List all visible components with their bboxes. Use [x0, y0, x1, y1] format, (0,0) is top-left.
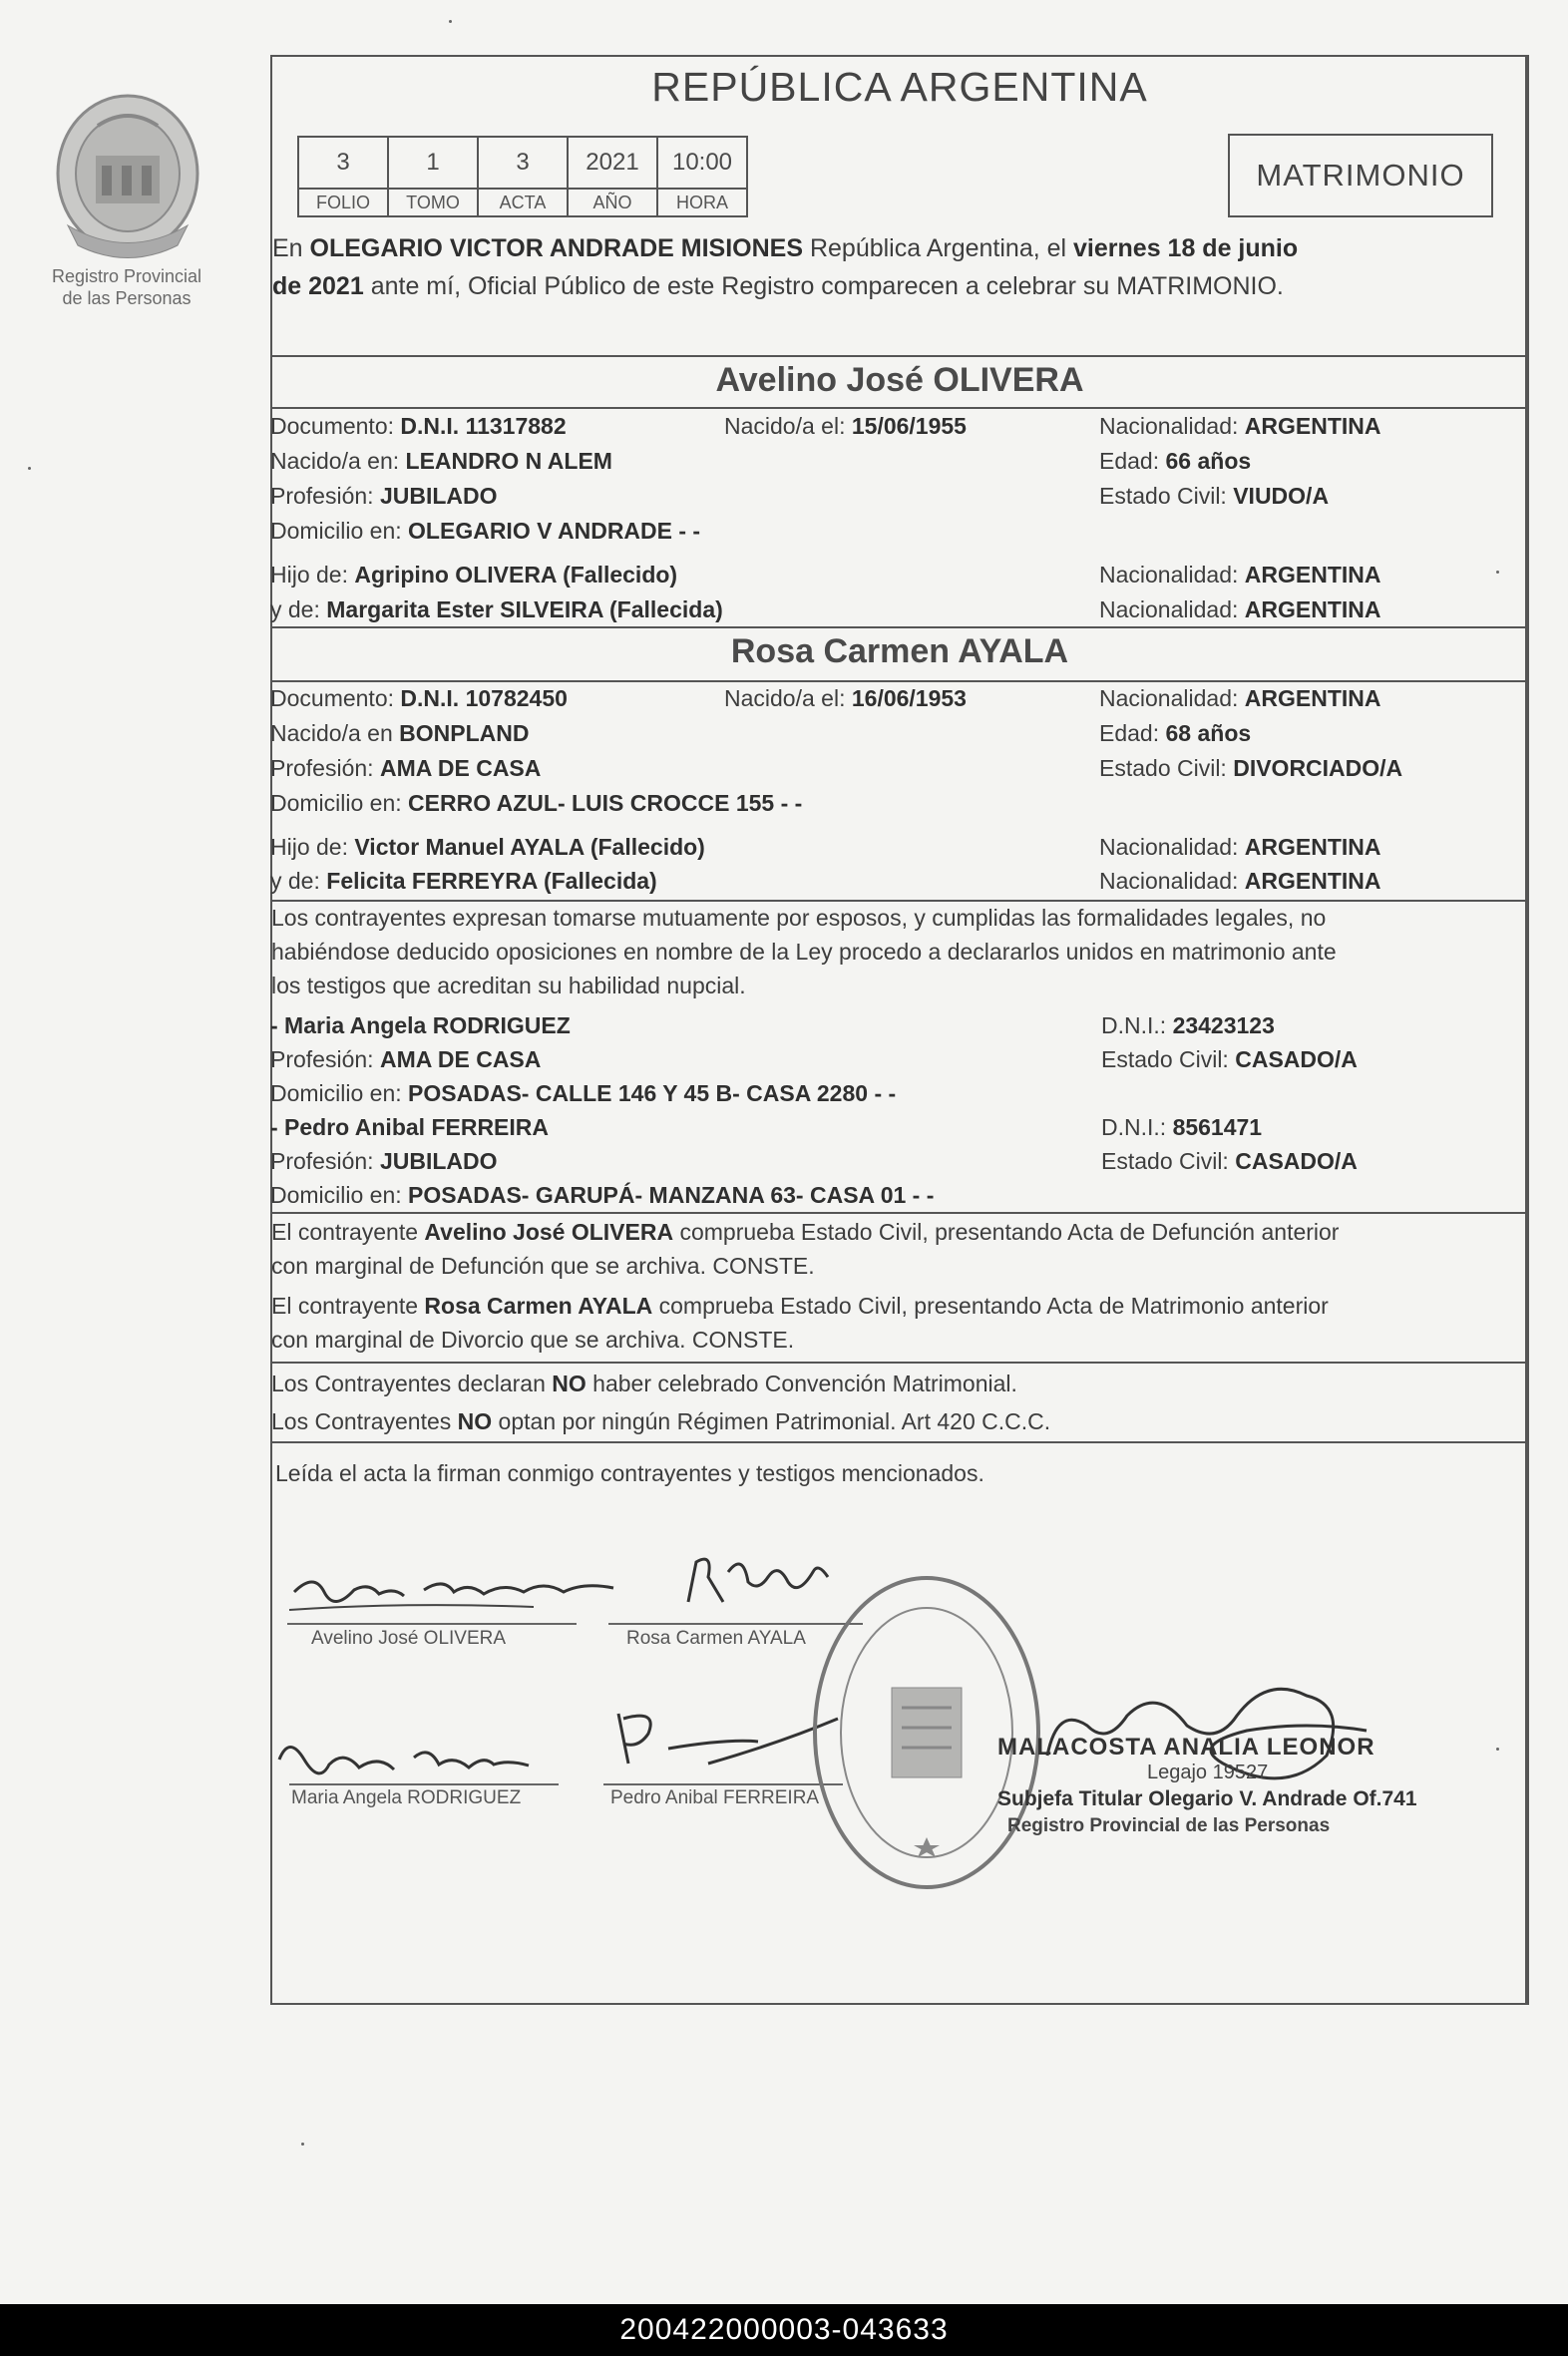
- note2-text-a: El contrayente: [271, 1293, 425, 1319]
- tomo-value: 1: [388, 137, 478, 189]
- spouse2-domicile: [270, 790, 802, 817]
- spouse2-mother: [270, 868, 657, 895]
- intro-place: OLEGARIO VICTOR ANDRADE MISIONES: [309, 234, 804, 262]
- witness2-profession-value: JUBILADO: [379, 1148, 498, 1174]
- intro-date-2: de 2021: [272, 272, 364, 300]
- registry-caption-line2: de las Personas: [62, 288, 192, 308]
- anio-label: AÑO: [568, 189, 657, 216]
- spouse2-name-heading: Rosa Carmen AYALA: [730, 632, 1069, 670]
- closing-statement: Leída el acta la firman conmigo contrayentes y testigos mencionados.: [275, 1460, 984, 1486]
- spouse2-mother-label: y de:: [270, 868, 327, 894]
- spouse2-father-nationality: [1099, 834, 1381, 861]
- declaration-line2: habiéndose deducido oposiciones en nombre de la Ley procedo a declararlos unidos en matrimonio ante: [271, 939, 1337, 965]
- witness2-dni-value: 8561471: [1172, 1114, 1263, 1140]
- spouse2-father: [270, 834, 705, 861]
- scan-speck: [28, 467, 31, 470]
- registry-caption-line1: Registro Provincial: [51, 266, 202, 286]
- spouse1-father-value: Agripino OLIVERA (Fallecido): [354, 562, 678, 588]
- spouse1-age-value: 66 años: [1165, 448, 1252, 474]
- spouse2-father-nationality-value: ARGENTINA: [1244, 834, 1381, 860]
- spouse2-father-value: Victor Manuel AYALA (Fallecido): [354, 834, 705, 860]
- divider: [270, 1362, 1529, 1364]
- witness1-profession-label: Profesión:: [270, 1046, 380, 1072]
- spouse1-domicile-label: Domicilio en:: [270, 518, 409, 544]
- spouse1-document: [270, 413, 567, 440]
- spouse1-father: [270, 562, 677, 589]
- spouse1-mother-nationality-label: Nacionalidad:: [1099, 596, 1245, 622]
- spouse1-nationality: [1099, 413, 1381, 440]
- divider: [270, 680, 1529, 682]
- scan-speck: [449, 20, 452, 23]
- witness1-civil-status: [1101, 1046, 1358, 1073]
- note4: [271, 1402, 1526, 1440]
- note4-text-c: optan por ningún Régimen Patrimonial. Art 420 C.C.C.: [492, 1408, 1051, 1434]
- registry-caption: [22, 265, 231, 309]
- witness2-civil-status: [1101, 1148, 1358, 1175]
- folio-label: FOLIO: [298, 189, 388, 216]
- witness1-domicile-value: POSADAS- CALLE 146 Y 45 B- CASA 2280 - -: [408, 1080, 897, 1106]
- spouse1-father-nationality: [1099, 562, 1381, 589]
- registry-emblem-icon: [38, 86, 217, 265]
- witness1-dni-value: 23423123: [1172, 1012, 1275, 1038]
- spouse1-birthdate-value: 15/06/1955: [851, 413, 967, 439]
- intro-date-1: viernes 18 de junio: [1073, 234, 1299, 262]
- official-seal: [987, 1636, 1446, 1845]
- spouse2-mother-value: Felicita FERREYRA (Fallecida): [326, 868, 657, 894]
- folio-value: 3: [298, 137, 388, 189]
- spouse1-civil-status-value: VIUDO/A: [1233, 483, 1330, 509]
- spouse1-father-label: Hijo de:: [270, 562, 355, 588]
- spouse1-mother-nationality: [1099, 596, 1381, 623]
- witness1-civil-status-label: Estado Civil:: [1101, 1046, 1236, 1072]
- witness1-dni-label: D.N.I.:: [1101, 1012, 1173, 1038]
- divider: [270, 355, 1529, 357]
- signature-name-avelino: Avelino José OLIVERA: [311, 1628, 507, 1649]
- footer-barcode-text: 200422000003-043633: [0, 2304, 1568, 2356]
- signature-name-pedro: Pedro Anibal FERREIRA: [610, 1787, 820, 1808]
- official-title: Subjefa Titular Olegario V. Andrade Of.741: [997, 1787, 1417, 1810]
- tomo-label: TOMO: [388, 189, 478, 216]
- witness2-domicile-label: Domicilio en:: [270, 1182, 409, 1208]
- spouse1-nationality-value: ARGENTINA: [1244, 413, 1381, 439]
- spouse1-birthdate: [724, 413, 967, 440]
- note3: [271, 1365, 1526, 1402]
- note2-name: Rosa Carmen AYALA: [424, 1293, 653, 1319]
- regime-notes: [271, 1365, 1526, 1440]
- note2-line2: con marginal de Divorcio que se archiva. CONSTE.: [271, 1327, 795, 1353]
- spouse2-age-label: Edad:: [1099, 720, 1166, 746]
- hora-value: 10:00: [657, 137, 747, 189]
- signature-name-maria: Maria Angela RODRIGUEZ: [291, 1787, 522, 1808]
- note4-text-a: Los Contrayentes: [271, 1408, 458, 1434]
- note1-text-c: comprueba Estado Civil, presentando Acta de Defunción anterior: [673, 1219, 1340, 1245]
- declaration-line1: Los contrayentes expresan tomarse mutuamente por esposos, y cumplidas las formalidades legales, no: [271, 905, 1327, 931]
- witness1-profession: [270, 1046, 541, 1073]
- note1-line1: [271, 1215, 1526, 1249]
- spouse1-civil-status-label: Estado Civil:: [1099, 483, 1234, 509]
- spouse2-birthplace: [270, 720, 529, 747]
- official-registry: Registro Provincial de las Personas: [1007, 1815, 1331, 1836]
- signature-maria-rodriguez: [269, 1730, 559, 1789]
- witness2-dni: [1101, 1114, 1262, 1141]
- spouse2-civil-status-value: DIVORCIADO/A: [1233, 755, 1403, 781]
- intro-line2: [272, 267, 1527, 305]
- spouse1-mother-value: Margarita Ester SILVEIRA (Fallecida): [326, 596, 723, 622]
- witness2-name: [270, 1114, 549, 1141]
- witness1-name-value: - Maria Angela RODRIGUEZ: [270, 1012, 571, 1038]
- witness2-civil-status-value: CASADO/A: [1235, 1148, 1358, 1174]
- spouse2-mother-nationality-label: Nacionalidad:: [1099, 868, 1245, 894]
- note1-name: Avelino José OLIVERA: [424, 1219, 674, 1245]
- spouse2-document-label: Documento:: [270, 685, 401, 711]
- note1-line2: con marginal de Defunción que se archiva. CONSTE.: [271, 1253, 815, 1279]
- note2-line1: [271, 1289, 1526, 1323]
- witness1-name: [270, 1012, 571, 1039]
- spouse1-birthplace-label: Nacido/a en:: [270, 448, 406, 474]
- note1-text-a: El contrayente: [271, 1219, 425, 1245]
- acta-label: ACTA: [478, 189, 568, 216]
- divider: [270, 1212, 1529, 1214]
- declaration-paragraph: [271, 901, 1526, 1002]
- spouse1-document-value: D.N.I. 11317882: [400, 413, 567, 439]
- witness2-profession: [270, 1148, 498, 1175]
- spouse2-nationality-value: ARGENTINA: [1244, 685, 1381, 711]
- spouse2-birthdate: [724, 685, 967, 712]
- spouse2-birthdate-value: 16/06/1953: [851, 685, 967, 711]
- spouse1-domicile: [270, 518, 700, 545]
- spouse2-mother-nationality-value: ARGENTINA: [1244, 868, 1381, 894]
- acta-value: 3: [478, 137, 568, 189]
- declaration-line3: los testigos que acreditan su habilidad nupcial.: [271, 973, 746, 998]
- document-title: REPÚBLICA ARGENTINA: [651, 64, 1148, 110]
- official-name: MALACOSTA ANALIA LEONOR: [997, 1734, 1375, 1761]
- spouse2-domicile-value: CERRO AZUL- LUIS CROCCE 155 - -: [408, 790, 803, 816]
- spouse2-birthplace-value: BONPLAND: [399, 720, 530, 746]
- spouse1-mother-nationality-value: ARGENTINA: [1244, 596, 1381, 622]
- divider: [270, 626, 1529, 628]
- intro-text-2: República Argentina, el: [803, 234, 1074, 262]
- spouse1-profession-value: JUBILADO: [379, 483, 498, 509]
- signature-line: [287, 1623, 577, 1625]
- note3-no: NO: [552, 1371, 587, 1396]
- spouse1-birthplace: [270, 448, 612, 475]
- spouse2-civil-status: [1099, 755, 1402, 782]
- intro-text-1: En: [272, 234, 310, 262]
- spouse1-civil-status: [1099, 483, 1329, 510]
- note4-no: NO: [457, 1408, 493, 1434]
- witness2-dni-label: D.N.I.:: [1101, 1114, 1173, 1140]
- spouse2-birthdate-label: Nacido/a el:: [724, 685, 852, 711]
- spouse1-mother-label: y de:: [270, 596, 327, 622]
- witness1-civil-status-value: CASADO/A: [1235, 1046, 1358, 1072]
- spouse2-profession-label: Profesión:: [270, 755, 380, 781]
- spouse2-document: [270, 685, 568, 712]
- spouse1-father-nationality-label: Nacionalidad:: [1099, 562, 1245, 588]
- spouse1-birthdate-label: Nacido/a el:: [724, 413, 852, 439]
- signature-avelino-olivera: [284, 1552, 643, 1622]
- witness1-domicile-label: Domicilio en:: [270, 1080, 409, 1106]
- witness1-dni: [1101, 1012, 1275, 1039]
- spouse2-father-nationality-label: Nacionalidad:: [1099, 834, 1245, 860]
- witness2-domicile-value: POSADAS- GARUPÁ- MANZANA 63- CASA 01 - -: [408, 1182, 935, 1208]
- signature-line: [289, 1783, 559, 1785]
- spouse2-domicile-label: Domicilio en:: [270, 790, 409, 816]
- spouse2-nationality-label: Nacionalidad:: [1099, 685, 1245, 711]
- intro-line1: [272, 229, 1527, 267]
- witness2-profession-label: Profesión:: [270, 1148, 380, 1174]
- spouse1-mother: [270, 596, 723, 623]
- registration-table: [297, 136, 748, 217]
- divider: [270, 1441, 1529, 1443]
- spouse2-profession: [270, 755, 541, 782]
- spouse1-name-heading: Avelino José OLIVERA: [715, 361, 1084, 399]
- scan-speck: [301, 2143, 304, 2146]
- note2-text-c: comprueba Estado Civil, presentando Acta de Matrimonio anterior: [652, 1293, 1329, 1319]
- spouse1-profession: [270, 483, 498, 510]
- signature-name-rosa: Rosa Carmen AYALA: [626, 1628, 806, 1649]
- note3-text-c: haber celebrado Convención Matrimonial.: [586, 1371, 1017, 1396]
- spouse1-birthplace-value: LEANDRO N ALEM: [405, 448, 612, 474]
- divider: [270, 407, 1529, 409]
- spouse2-mother-nationality: [1099, 868, 1381, 895]
- witness2-domicile: [270, 1182, 934, 1209]
- witness2-civil-status-label: Estado Civil:: [1101, 1148, 1236, 1174]
- spouse2-birthplace-label: Nacido/a en: [270, 720, 400, 746]
- anio-value: 2021: [568, 137, 657, 189]
- spouse2-profession-value: AMA DE CASA: [379, 755, 542, 781]
- civil-status-notes: [271, 1215, 1526, 1357]
- spouse2-age-value: 68 años: [1165, 720, 1252, 746]
- spouse2-age: [1099, 720, 1251, 747]
- intro-paragraph: [272, 229, 1527, 305]
- hora-label: HORA: [657, 189, 747, 216]
- official-legajo: Legajo 19527: [1147, 1762, 1269, 1783]
- spouse2-nationality: [1099, 685, 1381, 712]
- witness1-domicile: [270, 1080, 896, 1107]
- spouse1-nationality-label: Nacionalidad:: [1099, 413, 1245, 439]
- record-type-box: MATRIMONIO: [1228, 134, 1493, 217]
- spouse2-father-label: Hijo de:: [270, 834, 355, 860]
- spouse1-document-label: Documento:: [270, 413, 401, 439]
- intro-text-3: ante mí, Oficial Público de este Registro comparecen a celebrar su MATRIMONIO.: [363, 272, 1284, 300]
- spouse1-age-label: Edad:: [1099, 448, 1166, 474]
- witness2-name-value: - Pedro Anibal FERREIRA: [270, 1114, 549, 1140]
- note3-text-a: Los Contrayentes declaran: [271, 1371, 553, 1396]
- spouse1-age: [1099, 448, 1251, 475]
- witness1-profession-value: AMA DE CASA: [379, 1046, 542, 1072]
- spouse1-profession-label: Profesión:: [270, 483, 380, 509]
- spouse1-domicile-value: OLEGARIO V ANDRADE - -: [408, 518, 701, 544]
- spouse1-father-nationality-value: ARGENTINA: [1244, 562, 1381, 588]
- spouse2-document-value: D.N.I. 10782450: [400, 685, 568, 711]
- spouse2-civil-status-label: Estado Civil:: [1099, 755, 1234, 781]
